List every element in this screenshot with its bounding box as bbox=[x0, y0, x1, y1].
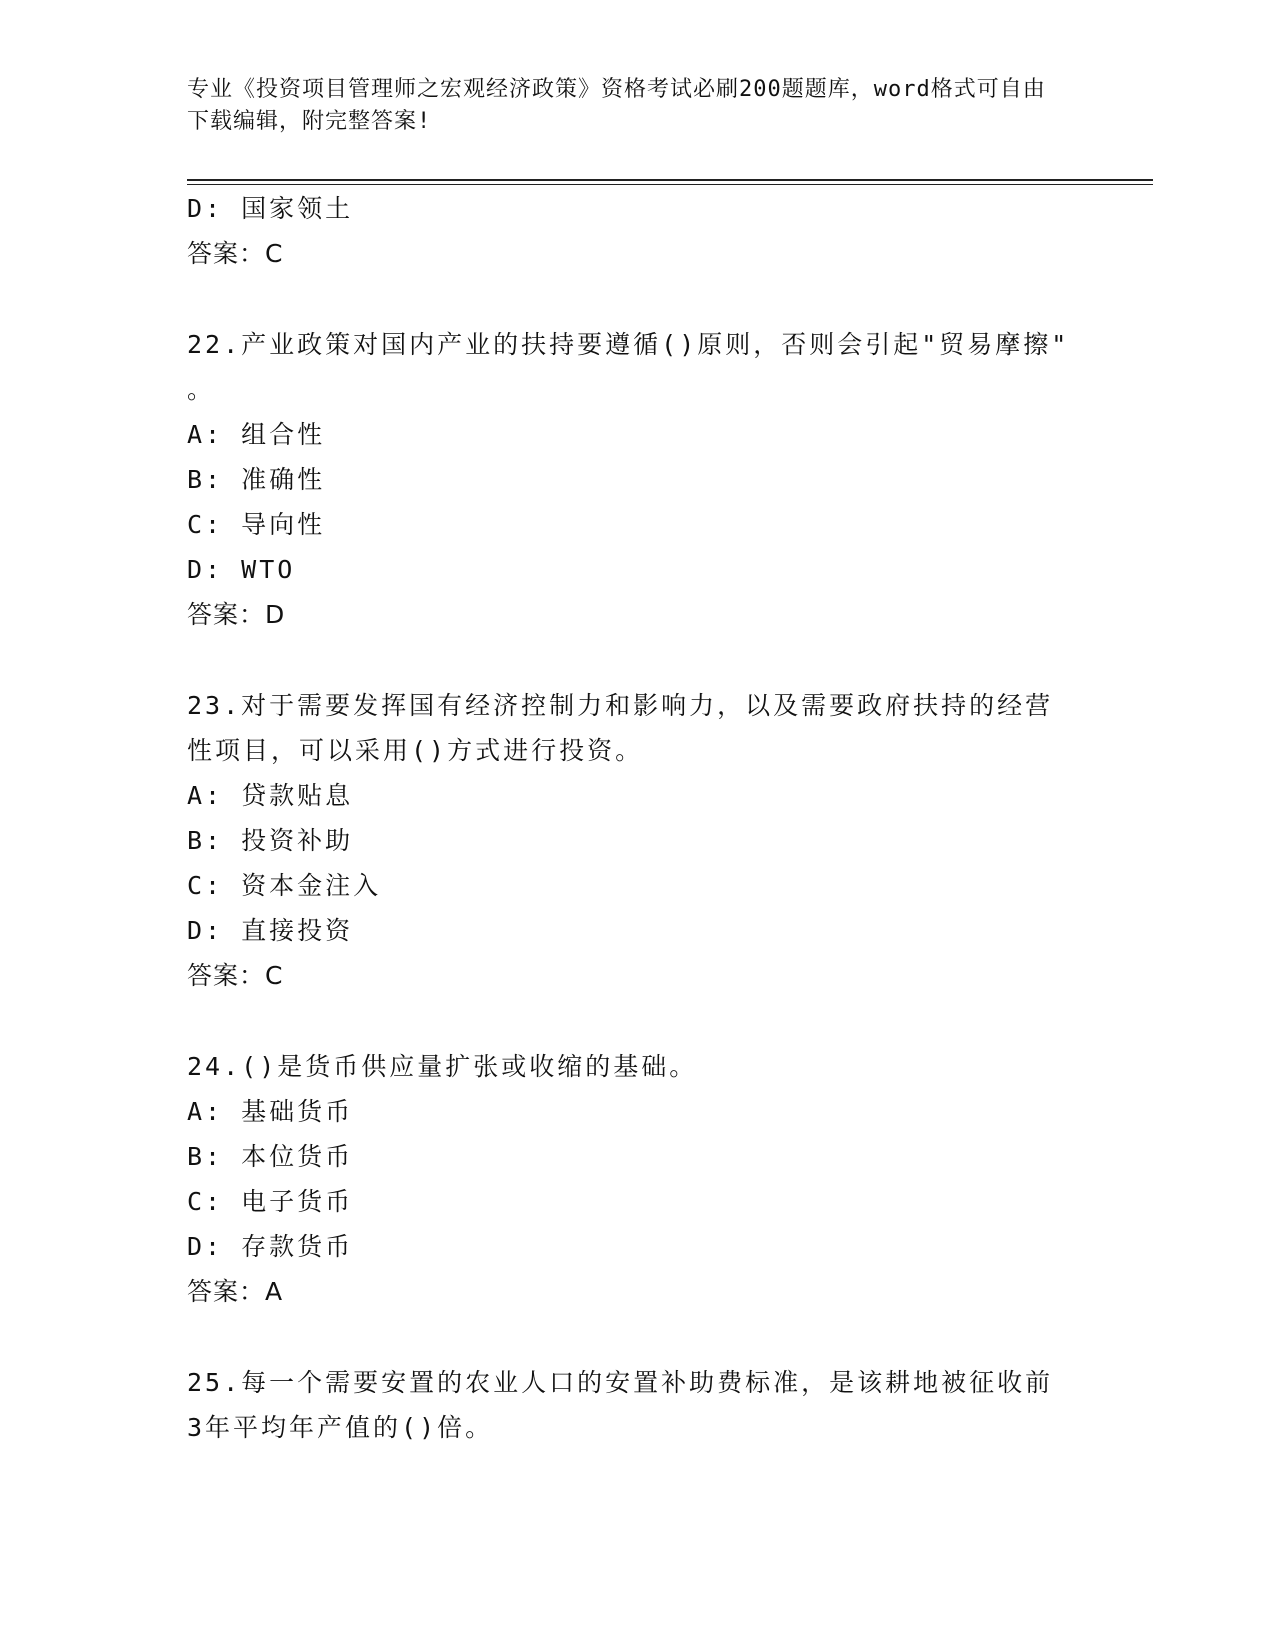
q24-option-d: D: 存款货币 bbox=[187, 1232, 354, 1261]
q24-option-b: B: 本位货币 bbox=[187, 1142, 354, 1171]
header-divider bbox=[187, 179, 1153, 181]
q25-text-line1: 25.每一个需要安置的农业人口的安置补助费标准，是该耕地被征收前 bbox=[187, 1368, 1054, 1397]
q23-answer: 答案：C bbox=[187, 961, 284, 990]
q22-text-line1: 22.产业政策对国内产业的扶持要遵循()原则，否则会引起"贸易摩擦" bbox=[187, 330, 1070, 359]
q24-answer: 答案：A bbox=[187, 1277, 284, 1306]
q22-option-a: A: 组合性 bbox=[187, 420, 326, 449]
q23-text-line1: 23.对于需要发挥国有经济控制力和影响力，以及需要政府扶持的经营 bbox=[187, 691, 1054, 720]
q23-option-a: A: 贷款贴息 bbox=[187, 781, 354, 810]
q22-text-line2: 。 bbox=[187, 375, 216, 404]
prev-option-d: D: 国家领土 bbox=[187, 194, 354, 223]
header-divider-thin bbox=[187, 184, 1153, 185]
q24-option-a: A: 基础货币 bbox=[187, 1097, 354, 1126]
q23-option-d: D: 直接投资 bbox=[187, 916, 354, 945]
q23-option-b: B: 投资补助 bbox=[187, 826, 354, 855]
q23-option-c: C: 资本金注入 bbox=[187, 871, 382, 900]
q22-answer: 答案：D bbox=[187, 600, 286, 629]
q22-option-c: C: 导向性 bbox=[187, 510, 326, 539]
document-header: 专业《投资项目管理师之宏观经济政策》资格考试必刷200题题库，word格式可自由下载编辑，附完整答案! bbox=[187, 77, 1046, 134]
q25-text-line2: 3年平均年产值的()倍。 bbox=[187, 1413, 494, 1442]
q24-option-c: C: 电子货币 bbox=[187, 1187, 354, 1216]
q23-text-line2: 性项目，可以采用()方式进行投资。 bbox=[187, 736, 644, 765]
q22-option-b: B: 准确性 bbox=[187, 465, 326, 494]
q22-option-d: D: WTO bbox=[187, 555, 296, 584]
q24-text-line1: 24.()是货币供应量扩张或收缩的基础。 bbox=[187, 1052, 698, 1081]
prev-answer: 答案：C bbox=[187, 239, 284, 268]
